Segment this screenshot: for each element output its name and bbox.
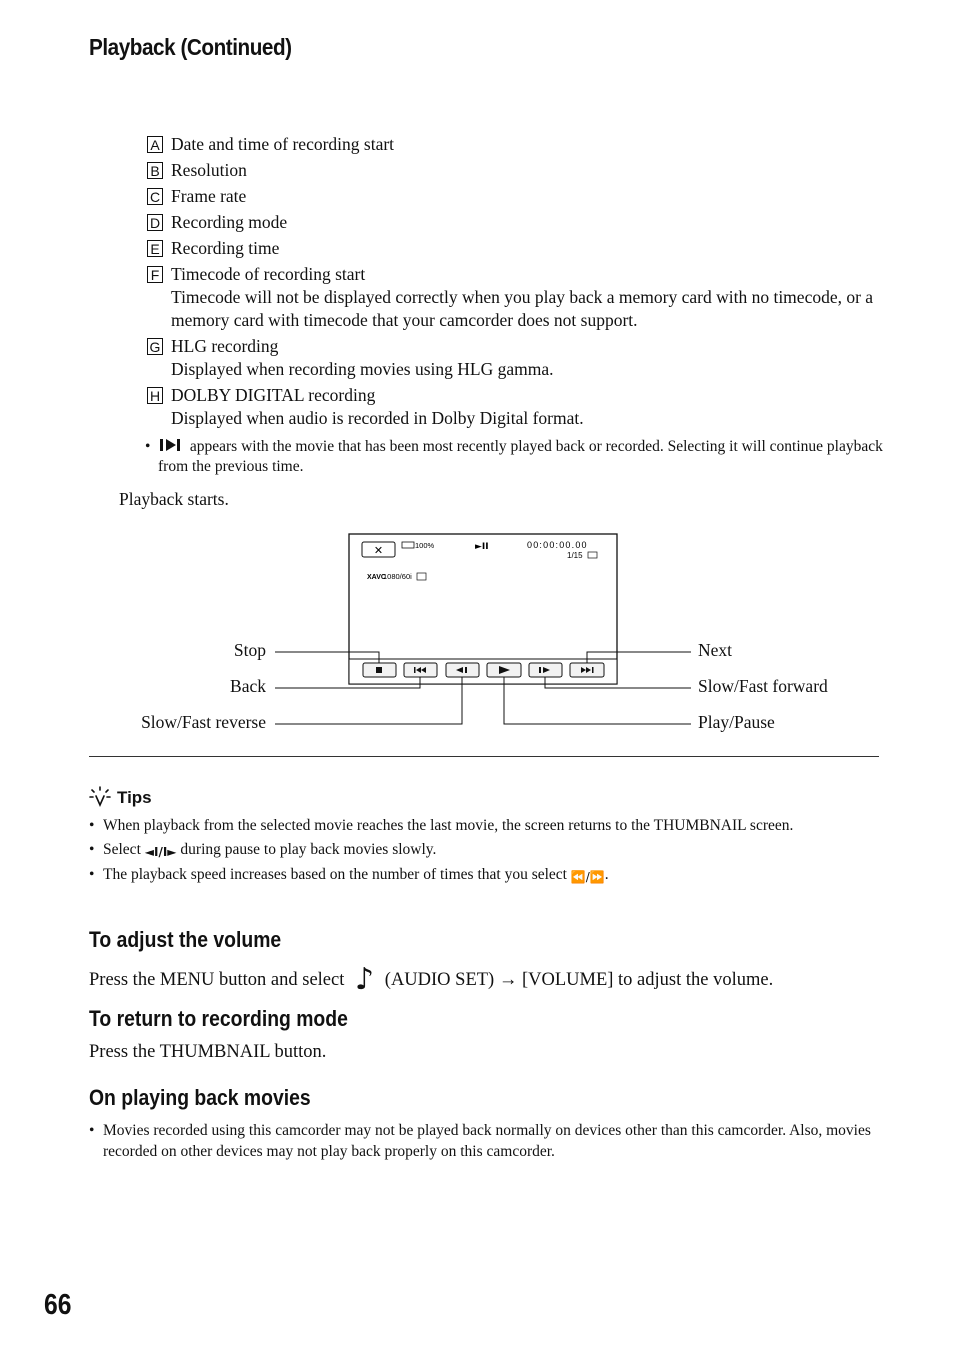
fast-rewind-forward-icon: ⏪/⏩ xyxy=(570,870,605,884)
legend-detail: Displayed when audio is recorded in Dolby Digital format. xyxy=(171,408,584,428)
legend-item xyxy=(147,159,887,182)
tip-text-prefix: Select xyxy=(103,840,141,858)
play-pause-indicator: ►II xyxy=(475,542,489,552)
tip-text-suffix: . xyxy=(604,866,609,883)
next-callout: Next xyxy=(698,640,733,660)
tip-item: • When playback from the selected movie reaches the last movie, the screen returns to the THUMBNAIL screen. xyxy=(89,817,794,834)
slow-fast-reverse-callout: Slow/Fast reverse xyxy=(141,712,266,732)
resume-note-text: appears with the movie that has been most recently played back or recorded. Selecting it will continue playback from the previous time. xyxy=(158,438,883,475)
legend-title: DOLBY DIGITAL recording xyxy=(171,385,376,405)
bullet: • xyxy=(145,438,151,455)
tips-heading xyxy=(89,786,152,808)
battery-level: 100% xyxy=(415,541,435,550)
tip-text: When playback from the selected movie reaches the last movie, the screen returns to the THUMBNAIL screen. xyxy=(103,817,794,834)
legend-letter: E xyxy=(147,240,163,257)
volume-heading: To adjust the volume xyxy=(89,927,282,952)
legend-item xyxy=(147,185,887,208)
legend-item xyxy=(147,133,887,156)
stop-icon xyxy=(376,667,382,673)
legend-title: Date and time of recording start xyxy=(171,134,395,154)
legend-title: Recording time xyxy=(171,238,280,258)
legend-title: Frame rate xyxy=(171,186,247,206)
page-title: Playback (Continued) xyxy=(89,34,292,60)
legend-title: HLG recording xyxy=(171,336,279,356)
close-icon: ✕ xyxy=(373,544,384,557)
file-counter: 1/15 xyxy=(567,551,583,560)
volume-text-suffix: (AUDIO SET) → [VOLUME] to adjust the volume. xyxy=(384,970,774,990)
indicator-legend xyxy=(147,133,887,433)
timecode: 00:00:00.00 xyxy=(527,540,588,550)
recording-mode-instructions: Press the THUMBNAIL button. xyxy=(89,1042,327,1062)
section-divider xyxy=(89,756,879,757)
tips-title: Tips xyxy=(117,788,152,807)
music-note-icon: ♪ xyxy=(355,962,375,997)
legend-detail: Displayed when recording movies using HLG gamma. xyxy=(171,359,554,379)
resume-playback-icon xyxy=(158,438,186,452)
resume-note xyxy=(145,437,885,477)
playback-screen-diagram xyxy=(0,520,954,750)
legend-letter: H xyxy=(147,387,163,404)
stop-callout: Stop xyxy=(233,640,266,660)
volume-text-prefix: Press the MENU button and select xyxy=(89,970,345,990)
back-callout: Back xyxy=(230,676,266,696)
tip-item: • The playback speed increases based on the number of times that you select ⏪/⏩. xyxy=(89,865,879,888)
tip-item: • Select ◄I/I► during pause to play back movies slowly. xyxy=(89,840,879,863)
recording-mode-heading: To return to recording mode xyxy=(89,1006,348,1031)
lightbulb-icon xyxy=(89,786,111,808)
legend-letter: F xyxy=(147,266,163,283)
note-text: Movies recorded using this camcorder may not be played back normally on devices other than this camcorder. Also, movies recorded on other devices may not play back properly on this camcorder. xyxy=(103,1122,871,1160)
volume-instructions xyxy=(89,962,773,997)
legend-letter: D xyxy=(147,214,163,231)
legend-letter: B xyxy=(147,162,163,179)
legend-item xyxy=(147,237,887,260)
legend-letter: A xyxy=(147,136,163,153)
legend-item xyxy=(147,263,887,332)
tips-list xyxy=(89,816,879,891)
playing-back-notes xyxy=(89,1121,879,1165)
legend-letter: G xyxy=(147,338,163,355)
legend-title: Timecode of recording start xyxy=(171,264,366,284)
resolution-indicator: 1080/60i xyxy=(383,572,412,581)
legend-item xyxy=(147,384,887,430)
tip-text-prefix: The playback speed increases based on the number of times that you select xyxy=(103,866,567,883)
playback-starts-text: Playback starts. xyxy=(119,489,229,509)
legend-title: Resolution xyxy=(171,160,247,180)
format-logo: XAVC xyxy=(367,574,386,581)
legend-detail: Timecode will not be displayed correctly when you play back a memory card with no timecode, or a memory card with timecode that your camcorder does not support. xyxy=(171,287,874,330)
legend-title: Recording mode xyxy=(171,212,288,232)
legend-letter: C xyxy=(147,188,163,205)
slow-play-icon: ◄I/I► xyxy=(144,844,177,859)
tip-text-suffix: during pause to play back movies slowly. xyxy=(180,840,437,858)
page-number: 66 xyxy=(44,1289,72,1321)
playing-back-heading: On playing back movies xyxy=(89,1085,311,1110)
legend-item xyxy=(147,335,887,381)
note-item: • Movies recorded using this camcorder may not be played back normally on devices other than this camcorder. Also, movies recorded on other devices may not play back properly on this camcorder. xyxy=(89,1122,871,1160)
play-pause-callout: Play/Pause xyxy=(698,712,775,732)
legend-item xyxy=(147,211,887,234)
slow-fast-forward-callout: Slow/Fast forward xyxy=(698,676,828,696)
